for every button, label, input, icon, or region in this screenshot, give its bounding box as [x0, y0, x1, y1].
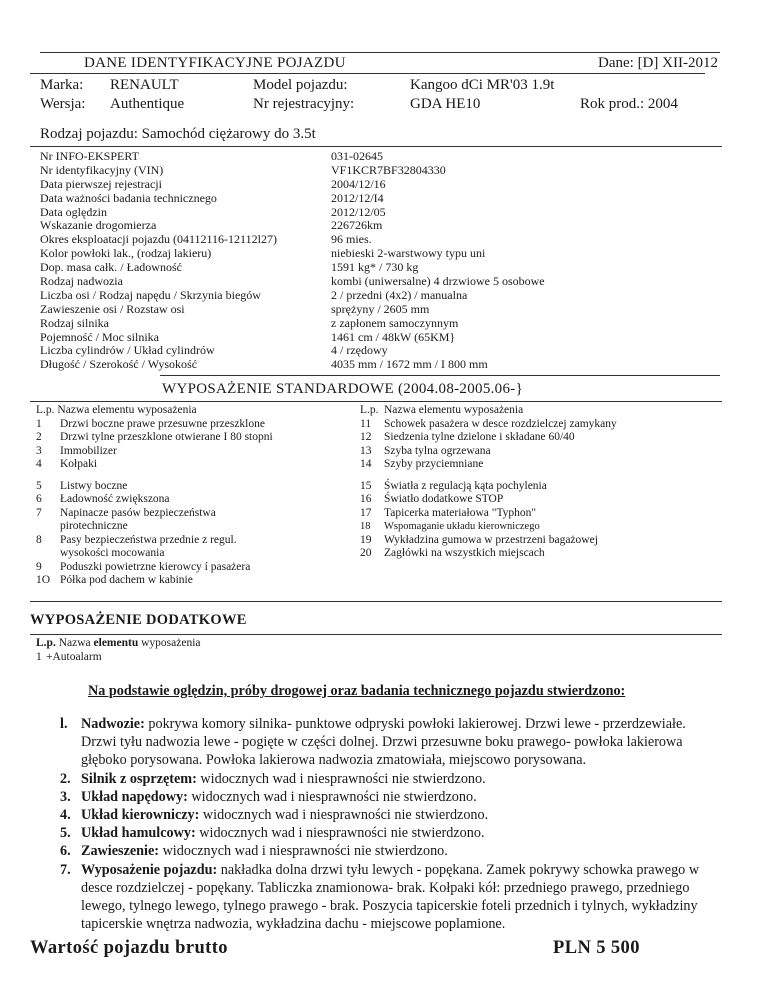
standard-header-left: L.p. Nazwa elementu wyposażenia — [36, 404, 197, 416]
detail-value: niebieski 2-warstwowy typu uni — [331, 246, 486, 261]
detail-label: Rodzaj nadwozia — [40, 274, 123, 289]
findings-list — [60, 715, 720, 933]
finding-item: 4. Układ kierowniczy: widocznych wad i niesprawności nie stwierdzono. — [60, 807, 489, 824]
document-title: DANE IDENTYFIKACYJNE POJAZDU — [84, 55, 346, 71]
list-item: 19 Wykładzina gumowa w przestrzeni bagażowej — [360, 533, 598, 546]
detail-value: sprężyny / 2605 mm — [331, 301, 430, 316]
list-item: 7 Napinacze pasów bezpieczeństwa — [36, 506, 216, 519]
detail-row — [40, 246, 720, 260]
detail-row — [40, 357, 720, 371]
finding-item: l. Nadwozie: pokrywa komory silnika- punktowe odpryski powłoki lakierowej. Drzwi lewe - przerdzewiałe. Drzwi tyłu nadwozia lewe - pogięte w części dolnej. Drzwi przesuwne boku prawego- powłoka lakierowa głęboko porysowana. Powłoka lakierowa nadwozia zmatowiała, miejscowo porysowana. — [60, 716, 686, 769]
detail-value: z zapłonem samoczynnym — [331, 315, 459, 330]
version-value: Authentique — [110, 96, 185, 112]
finding-item: 5. Układ hamulcowy: widocznych wad i niesprawności nie stwierdzono. — [60, 825, 485, 842]
detail-value: 1461 cm / 48kW (65KM} — [331, 329, 456, 344]
model-label: Model pojazdu: — [253, 77, 348, 93]
detail-row — [40, 260, 720, 274]
make-value: RENAULT — [110, 77, 179, 93]
detail-value: 4035 mm / 1672 mm / I 800 mm — [331, 357, 488, 372]
list-item: 14 Szyby przyciemniane — [360, 458, 484, 470]
additional-top-rule — [30, 601, 722, 602]
list-item: 1 Drzwi boczne prawe przesuwne przeszklone — [36, 417, 265, 430]
list-item: 6 Ładowność zwiększona — [36, 493, 170, 505]
list-item: 5 Listwy boczne — [36, 479, 128, 492]
detail-value: VF1KCR7BF32804330 — [331, 162, 446, 177]
additional-header: L.p. Nazwa elementu wyposażenia — [36, 637, 201, 649]
list-item: 1O Półka pod dachem w kabinie — [36, 574, 193, 586]
list-item: 15 Światła z regulacją kąta pochylenia — [360, 479, 547, 492]
registration-value: GDA HE10 — [410, 96, 481, 112]
additional-equipment-title: WYPOSAŻENIE DODATKOWE — [30, 612, 247, 628]
list-item: 18 Wspomaganie układu kierowniczego — [360, 521, 540, 532]
production-year: Rok prod.: 2004 — [580, 96, 678, 112]
vehicle-type: Rodzaj pojazdu: Samochód ciężarowy do 3.5t — [40, 126, 316, 142]
additional-header-rule — [30, 634, 722, 635]
detail-value: 226726km — [331, 218, 383, 233]
detail-row — [40, 302, 720, 316]
list-item: 13 Szyba tylna ogrzewana — [360, 444, 491, 457]
make-label: Marka: — [40, 77, 84, 93]
additional-item: 1 +Autoalarm — [36, 651, 102, 663]
findings-heading: Na podstawie oględzin, próby drogowej oraz badania technicznego pojazdu stwierdzono: — [88, 683, 626, 699]
standard-header-right: L.p. Nazwa elementu wyposażenia — [360, 404, 524, 416]
detail-label: Pojemność / Moc silnika — [40, 329, 159, 344]
detail-label: Rodzaj silnika — [40, 315, 109, 330]
details-top-rule — [30, 146, 722, 147]
detail-row — [40, 330, 720, 344]
detail-label: Data pierwszej rejestracji — [40, 176, 162, 191]
detail-value: 2012/12/I4 — [331, 190, 384, 205]
detail-row — [40, 205, 720, 219]
detail-value: 96 mies. — [331, 232, 372, 247]
detail-row — [40, 149, 720, 163]
detail-label: Nr identyfikacyjny (VIN) — [40, 162, 164, 177]
detail-label: Kolor powłoki lak., (rodzaj lakieru) — [40, 246, 212, 261]
detail-value: 4 / rzędowy — [331, 343, 388, 358]
finding-item: 6. Zawieszenie: widocznych wad i niesprawności nie stwierdzono. — [60, 843, 448, 860]
list-item: 20 Zagłówki na wszystkich miejscach — [360, 547, 545, 559]
gross-value-amount: PLN 5 500 — [553, 938, 640, 958]
detail-value: 2004/12/16 — [331, 176, 386, 191]
detail-label: Data oględzin — [40, 204, 107, 219]
details-table — [40, 149, 720, 371]
detail-row — [40, 177, 720, 191]
standard-list-left — [36, 404, 356, 588]
finding-item: 7. Wyposażenie pojazdu: nakładka dolna drzwi tyłu lewych - popękana. Zamek pokrywy schowka prawego w desce rozdzielczej - popękany. Tabliczka znamionowa- brak. Kołpaki kół: przedniego prawego, przedniego lewego, tylnego lewego, tylnego prawego - brak. Poszycia tapicerskie foteli przednich i tylnych, wykładziny tapicerskie wnętrza nadwozia, wykładzina dachu - miejscowe poplamione. — [60, 861, 700, 933]
list-item: 8 Pasy bezpieczeństwa przednie z regul. — [36, 533, 237, 546]
header-rule — [30, 73, 705, 74]
list-item: 9 Poduszki powietrzne kierowcy í pasażera — [36, 560, 251, 573]
standard-header-rule — [30, 401, 722, 402]
standard-top-rule — [160, 375, 720, 376]
detail-value: kombi (uniwersalne) 4 drzwiowe 5 osobowe — [331, 274, 545, 289]
detail-value: 2012/12/05 — [331, 204, 386, 219]
gross-value-label: Wartość pojazdu brutto — [30, 938, 228, 958]
detail-label: Zawieszenie osi / Rozstaw osi — [40, 301, 185, 316]
list-item: 17 Tapicerka materiałowa "Typhon" — [360, 506, 537, 519]
detail-row — [40, 163, 720, 177]
detail-label: Liczba osi / Rodzaj napędu / Skrzynia biegów — [40, 287, 261, 302]
detail-row — [40, 343, 720, 357]
detail-label: Wskazanie drogomierza — [40, 218, 157, 233]
list-item: 3 Immobilizer — [36, 444, 117, 457]
detail-value: 031-02645 — [331, 149, 383, 163]
list-item: 12 Siedzenia tylne dzielone i składane 60/40 — [360, 431, 575, 443]
version-label: Wersja: — [40, 96, 86, 112]
detail-row — [40, 232, 720, 246]
top-rule — [40, 52, 720, 53]
finding-item: 3. Układ napędowy: widocznych wad i niesprawności nie stwierdzono. — [60, 788, 477, 805]
registration-label: Nr rejestracyjny: — [253, 96, 355, 112]
standard-list-right — [360, 404, 720, 561]
detail-label: Dop. masa całk. / Ładowność — [40, 260, 182, 275]
list-item: 4 Kołpaki — [36, 458, 98, 470]
detail-row — [40, 288, 720, 302]
detail-label: Data ważności badania technicznego — [40, 190, 217, 205]
detail-row — [40, 274, 720, 288]
detail-label: Liczba cylindrów / Układ cylindrów — [40, 343, 215, 358]
detail-value: 2 / przedni (4x2) / manualna — [331, 287, 468, 302]
list-item: 16 Światło dodatkowe STOP — [360, 493, 504, 505]
detail-label: Nr INFO-EKSPERT — [40, 149, 139, 163]
list-item: 2 Drzwi tylne przeszklone otwierane I 80 stopni — [36, 431, 273, 443]
standard-equipment-title: WYPOSAŻENIE STANDARDOWE (2004.08-2005.06-} — [162, 381, 524, 397]
list-item: pirotechniczne — [60, 520, 128, 532]
document-date: Dane: [D] XII-2012 — [598, 55, 718, 71]
detail-row — [40, 316, 720, 330]
list-item: wysokości mocowania — [60, 547, 165, 559]
detail-value: 1591 kg* / 730 kg — [331, 260, 419, 275]
detail-row — [40, 218, 720, 232]
detail-row — [40, 191, 720, 205]
model-value: Kangoo dCi MR'03 1.9t — [410, 77, 555, 93]
detail-label: Okres eksploatacji pojazdu (04112116-12112l27) — [40, 232, 277, 247]
list-item: 11 Schowek pasażera w desce rozdzielczej zamykany — [360, 417, 617, 430]
detail-label: Długość / Szerokość / Wysokość — [40, 357, 198, 372]
finding-item: 2. Silnik z osprzętem: widocznych wad i niesprawności nie stwierdzono. — [60, 770, 486, 787]
